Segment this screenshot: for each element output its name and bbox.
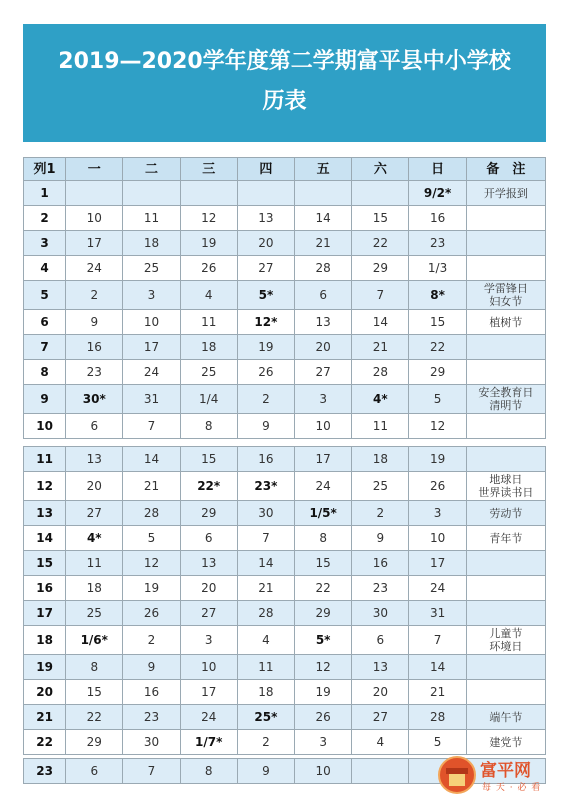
header-cell: 五 xyxy=(295,158,352,181)
day-cell: 21 xyxy=(409,680,466,705)
week-number: 5 xyxy=(24,281,66,310)
week-number: 20 xyxy=(24,680,66,705)
day-cell: 30 xyxy=(123,730,180,755)
header-cell: 一 xyxy=(66,158,123,181)
day-cell: 12 xyxy=(180,206,237,231)
day-cell: 2 xyxy=(66,281,123,310)
note-cell xyxy=(466,256,545,281)
day-cell: 4 xyxy=(180,281,237,310)
note-text: 端午节 xyxy=(489,710,523,724)
day-cell: 9 xyxy=(237,759,294,784)
day-cell: 10 xyxy=(295,414,352,439)
day-cell: 16 xyxy=(237,447,294,472)
day-cell: 18 xyxy=(237,680,294,705)
day-cell: 9 xyxy=(66,310,123,335)
note-cell xyxy=(466,576,545,601)
note-cell xyxy=(466,206,545,231)
header-cell: 三 xyxy=(180,158,237,181)
day-cell: 20 xyxy=(295,335,352,360)
header-cell: 备 注 xyxy=(466,158,545,181)
day-cell: 21 xyxy=(237,576,294,601)
day-cell: 4* xyxy=(352,385,409,414)
day-cell xyxy=(66,181,123,206)
day-cell: 22 xyxy=(66,705,123,730)
week-number: 11 xyxy=(24,447,66,472)
note-cell xyxy=(466,447,545,472)
day-cell: 22 xyxy=(295,576,352,601)
site-logo[interactable] xyxy=(438,756,550,796)
note-cell xyxy=(466,501,545,526)
day-cell: 26 xyxy=(295,705,352,730)
week-number: 17 xyxy=(24,601,66,626)
week-number: 7 xyxy=(24,335,66,360)
day-cell: 1/3 xyxy=(409,256,466,281)
day-cell: 28 xyxy=(123,501,180,526)
note-cell xyxy=(466,414,545,439)
week-row xyxy=(24,730,546,755)
day-cell: 19 xyxy=(295,680,352,705)
note-cell xyxy=(466,551,545,576)
note-text: 植树节 xyxy=(489,315,523,329)
day-cell: 9/2* xyxy=(409,181,466,206)
day-cell: 3 xyxy=(295,385,352,414)
day-cell: 16 xyxy=(352,551,409,576)
day-cell: 29 xyxy=(295,601,352,626)
day-cell: 11 xyxy=(237,655,294,680)
day-cell: 27 xyxy=(237,256,294,281)
day-cell: 20 xyxy=(352,680,409,705)
day-cell: 15 xyxy=(295,551,352,576)
note-cell xyxy=(466,705,545,730)
day-cell: 12 xyxy=(295,655,352,680)
day-cell: 6 xyxy=(295,281,352,310)
week-number: 16 xyxy=(24,576,66,601)
week-row xyxy=(24,626,546,655)
day-cell: 17 xyxy=(180,680,237,705)
day-cell: 27 xyxy=(66,501,123,526)
note-text: 青年节 xyxy=(489,531,523,545)
day-cell: 21 xyxy=(352,335,409,360)
note-text: 劳动节 xyxy=(489,506,523,520)
day-cell: 30* xyxy=(66,385,123,414)
day-cell: 25 xyxy=(123,256,180,281)
day-cell: 27 xyxy=(295,360,352,385)
note-text: 清明节 xyxy=(489,399,523,412)
logo-name: 富平网 xyxy=(480,761,531,781)
day-cell: 28 xyxy=(295,256,352,281)
day-cell: 23 xyxy=(66,360,123,385)
day-cell: 5 xyxy=(409,385,466,414)
note-cell xyxy=(466,601,545,626)
week-row xyxy=(24,447,546,472)
day-cell: 23 xyxy=(409,231,466,256)
header-cell: 六 xyxy=(352,158,409,181)
day-cell: 11 xyxy=(180,310,237,335)
day-cell: 5* xyxy=(295,626,352,655)
week-number: 21 xyxy=(24,705,66,730)
day-cell: 22 xyxy=(409,335,466,360)
day-cell: 14 xyxy=(409,655,466,680)
day-cell: 25 xyxy=(180,360,237,385)
day-cell: 29 xyxy=(352,256,409,281)
note-text: 安全教育日 xyxy=(478,386,534,399)
day-cell: 24 xyxy=(123,360,180,385)
week-number: 1 xyxy=(24,181,66,206)
day-cell: 17 xyxy=(123,335,180,360)
logo-emblem-icon xyxy=(438,756,476,794)
day-cell: 1/4 xyxy=(180,385,237,414)
week-number: 23 xyxy=(24,759,66,784)
day-cell: 15 xyxy=(66,680,123,705)
week-row xyxy=(24,705,546,730)
note-cell xyxy=(466,680,545,705)
note-cell xyxy=(466,655,545,680)
week-row xyxy=(24,231,546,256)
week-number: 18 xyxy=(24,626,66,655)
day-cell: 19 xyxy=(409,447,466,472)
day-cell: 6 xyxy=(66,414,123,439)
day-cell: 11 xyxy=(66,551,123,576)
note-text: 学雷锋日 xyxy=(483,282,528,295)
day-cell: 1/6* xyxy=(66,626,123,655)
day-cell: 30 xyxy=(352,601,409,626)
week-row xyxy=(24,414,546,439)
calendar-table-part-1 xyxy=(23,157,546,439)
day-cell: 18 xyxy=(352,447,409,472)
day-cell: 5 xyxy=(409,730,466,755)
header-cell: 四 xyxy=(237,158,294,181)
day-cell: 13 xyxy=(237,206,294,231)
day-cell: 31 xyxy=(409,601,466,626)
note-cell xyxy=(466,231,545,256)
day-cell: 26 xyxy=(123,601,180,626)
day-cell: 9 xyxy=(123,655,180,680)
note-text: 建党节 xyxy=(489,735,523,749)
day-cell: 22 xyxy=(352,231,409,256)
day-cell: 15 xyxy=(352,206,409,231)
day-cell: 29 xyxy=(409,360,466,385)
day-cell: 3 xyxy=(123,281,180,310)
day-cell: 20 xyxy=(180,576,237,601)
day-cell: 20 xyxy=(66,472,123,501)
day-cell: 25* xyxy=(237,705,294,730)
day-cell: 16 xyxy=(409,206,466,231)
week-number: 3 xyxy=(24,231,66,256)
day-cell: 7 xyxy=(237,526,294,551)
note-cell xyxy=(466,360,545,385)
week-row xyxy=(24,655,546,680)
day-cell: 17 xyxy=(295,447,352,472)
week-number: 15 xyxy=(24,551,66,576)
day-cell: 5 xyxy=(123,526,180,551)
day-cell: 14 xyxy=(237,551,294,576)
day-cell: 8 xyxy=(180,759,237,784)
day-cell: 4* xyxy=(66,526,123,551)
day-cell: 31 xyxy=(123,385,180,414)
day-cell: 4 xyxy=(352,730,409,755)
day-cell: 18 xyxy=(180,335,237,360)
week-number: 6 xyxy=(24,310,66,335)
day-cell: 3 xyxy=(409,501,466,526)
day-cell: 11 xyxy=(123,206,180,231)
week-row xyxy=(24,472,546,501)
day-cell: 27 xyxy=(180,601,237,626)
day-cell: 5* xyxy=(237,281,294,310)
day-cell: 23 xyxy=(352,576,409,601)
week-number: 22 xyxy=(24,730,66,755)
week-number: 19 xyxy=(24,655,66,680)
day-cell: 2 xyxy=(352,501,409,526)
day-cell: 7 xyxy=(409,626,466,655)
day-cell: 23* xyxy=(237,472,294,501)
day-cell: 13 xyxy=(66,447,123,472)
day-cell: 11 xyxy=(352,414,409,439)
day-cell: 29 xyxy=(180,501,237,526)
day-cell: 19 xyxy=(237,335,294,360)
day-cell: 7 xyxy=(123,759,180,784)
week-row xyxy=(24,576,546,601)
title-line-1: 2019—2020学年度第二学期富平县中小学校 xyxy=(58,49,511,74)
day-cell: 13 xyxy=(180,551,237,576)
day-cell: 24 xyxy=(180,705,237,730)
calendar-table-part-2 xyxy=(23,446,546,755)
day-cell: 15 xyxy=(409,310,466,335)
week-row xyxy=(24,335,546,360)
week-number: 8 xyxy=(24,360,66,385)
day-cell: 9 xyxy=(352,526,409,551)
day-cell: 12 xyxy=(409,414,466,439)
week-row xyxy=(24,385,546,414)
day-cell: 25 xyxy=(352,472,409,501)
day-cell: 19 xyxy=(180,231,237,256)
note-text: 儿童节 xyxy=(489,627,523,640)
day-cell: 10 xyxy=(180,655,237,680)
day-cell: 23 xyxy=(123,705,180,730)
day-cell: 19 xyxy=(123,576,180,601)
week-row xyxy=(24,360,546,385)
day-cell: 26 xyxy=(409,472,466,501)
note-cell xyxy=(466,281,545,310)
day-cell: 27 xyxy=(352,705,409,730)
day-cell xyxy=(352,181,409,206)
day-cell: 4 xyxy=(237,626,294,655)
day-cell: 21 xyxy=(123,472,180,501)
note-text: 环境日 xyxy=(489,640,523,653)
day-cell: 2 xyxy=(123,626,180,655)
day-cell: 8 xyxy=(180,414,237,439)
day-cell: 10 xyxy=(123,310,180,335)
header-cell: 二 xyxy=(123,158,180,181)
day-cell: 24 xyxy=(295,472,352,501)
day-cell: 10 xyxy=(295,759,352,784)
day-cell: 6 xyxy=(66,759,123,784)
day-cell: 14 xyxy=(123,447,180,472)
day-cell: 3 xyxy=(180,626,237,655)
day-cell: 28 xyxy=(352,360,409,385)
week-row xyxy=(24,310,546,335)
day-cell: 6 xyxy=(352,626,409,655)
note-cell xyxy=(466,181,545,206)
week-row xyxy=(24,206,546,231)
week-number: 12 xyxy=(24,472,66,501)
day-cell: 8 xyxy=(66,655,123,680)
day-cell: 6 xyxy=(180,526,237,551)
note-text: 妇女节 xyxy=(489,295,523,308)
week-number: 2 xyxy=(24,206,66,231)
day-cell: 3 xyxy=(295,730,352,755)
day-cell xyxy=(123,181,180,206)
week-row xyxy=(24,526,546,551)
note-cell xyxy=(466,472,545,501)
day-cell: 20 xyxy=(237,231,294,256)
day-cell: 1/7* xyxy=(180,730,237,755)
logo-slogan: 每 天 · 必 看 xyxy=(482,783,542,793)
day-cell: 17 xyxy=(66,231,123,256)
note-cell xyxy=(466,310,545,335)
day-cell: 8* xyxy=(409,281,466,310)
day-cell: 13 xyxy=(295,310,352,335)
note-text: 开学报到 xyxy=(483,186,528,200)
week-number: 13 xyxy=(24,501,66,526)
day-cell: 17 xyxy=(409,551,466,576)
week-row xyxy=(24,181,546,206)
day-cell: 28 xyxy=(409,705,466,730)
day-cell: 14 xyxy=(352,310,409,335)
day-cell: 18 xyxy=(66,576,123,601)
day-cell: 2 xyxy=(237,730,294,755)
day-cell: 14 xyxy=(295,206,352,231)
week-number: 4 xyxy=(24,256,66,281)
day-cell: 8 xyxy=(295,526,352,551)
day-cell: 24 xyxy=(409,576,466,601)
day-cell: 16 xyxy=(123,680,180,705)
day-cell: 22* xyxy=(180,472,237,501)
week-number: 14 xyxy=(24,526,66,551)
week-row xyxy=(24,551,546,576)
header-row xyxy=(24,158,546,181)
week-row xyxy=(24,601,546,626)
week-row xyxy=(24,256,546,281)
day-cell: 15 xyxy=(180,447,237,472)
day-cell: 1/5* xyxy=(295,501,352,526)
day-cell: 12* xyxy=(237,310,294,335)
day-cell: 26 xyxy=(237,360,294,385)
day-cell xyxy=(180,181,237,206)
day-cell: 16 xyxy=(66,335,123,360)
day-cell xyxy=(295,181,352,206)
day-cell: 9 xyxy=(237,414,294,439)
note-text: 世界读书日 xyxy=(478,486,534,499)
day-cell: 10 xyxy=(66,206,123,231)
note-cell xyxy=(466,385,545,414)
week-number: 10 xyxy=(24,414,66,439)
note-cell xyxy=(466,526,545,551)
note-cell xyxy=(466,335,545,360)
day-cell: 26 xyxy=(180,256,237,281)
note-cell xyxy=(466,730,545,755)
day-cell: 24 xyxy=(66,256,123,281)
note-text: 地球日 xyxy=(489,473,523,486)
title-line-2: 历表 xyxy=(262,89,307,114)
day-cell: 21 xyxy=(295,231,352,256)
day-cell: 10 xyxy=(409,526,466,551)
day-cell: 30 xyxy=(237,501,294,526)
day-cell: 7 xyxy=(123,414,180,439)
day-cell: 25 xyxy=(66,601,123,626)
day-cell: 13 xyxy=(352,655,409,680)
note-cell xyxy=(466,626,545,655)
day-cell xyxy=(237,181,294,206)
week-row xyxy=(24,281,546,310)
day-cell: 28 xyxy=(237,601,294,626)
day-cell: 2 xyxy=(237,385,294,414)
day-cell: 7 xyxy=(352,281,409,310)
day-cell: 29 xyxy=(66,730,123,755)
week-row xyxy=(24,501,546,526)
day-cell: 12 xyxy=(123,551,180,576)
day-cell: 18 xyxy=(123,231,180,256)
day-cell xyxy=(352,759,409,784)
header-cell: 日 xyxy=(409,158,466,181)
week-row xyxy=(24,680,546,705)
title-banner xyxy=(23,24,546,142)
header-cell: 列1 xyxy=(24,158,66,181)
week-number: 9 xyxy=(24,385,66,414)
